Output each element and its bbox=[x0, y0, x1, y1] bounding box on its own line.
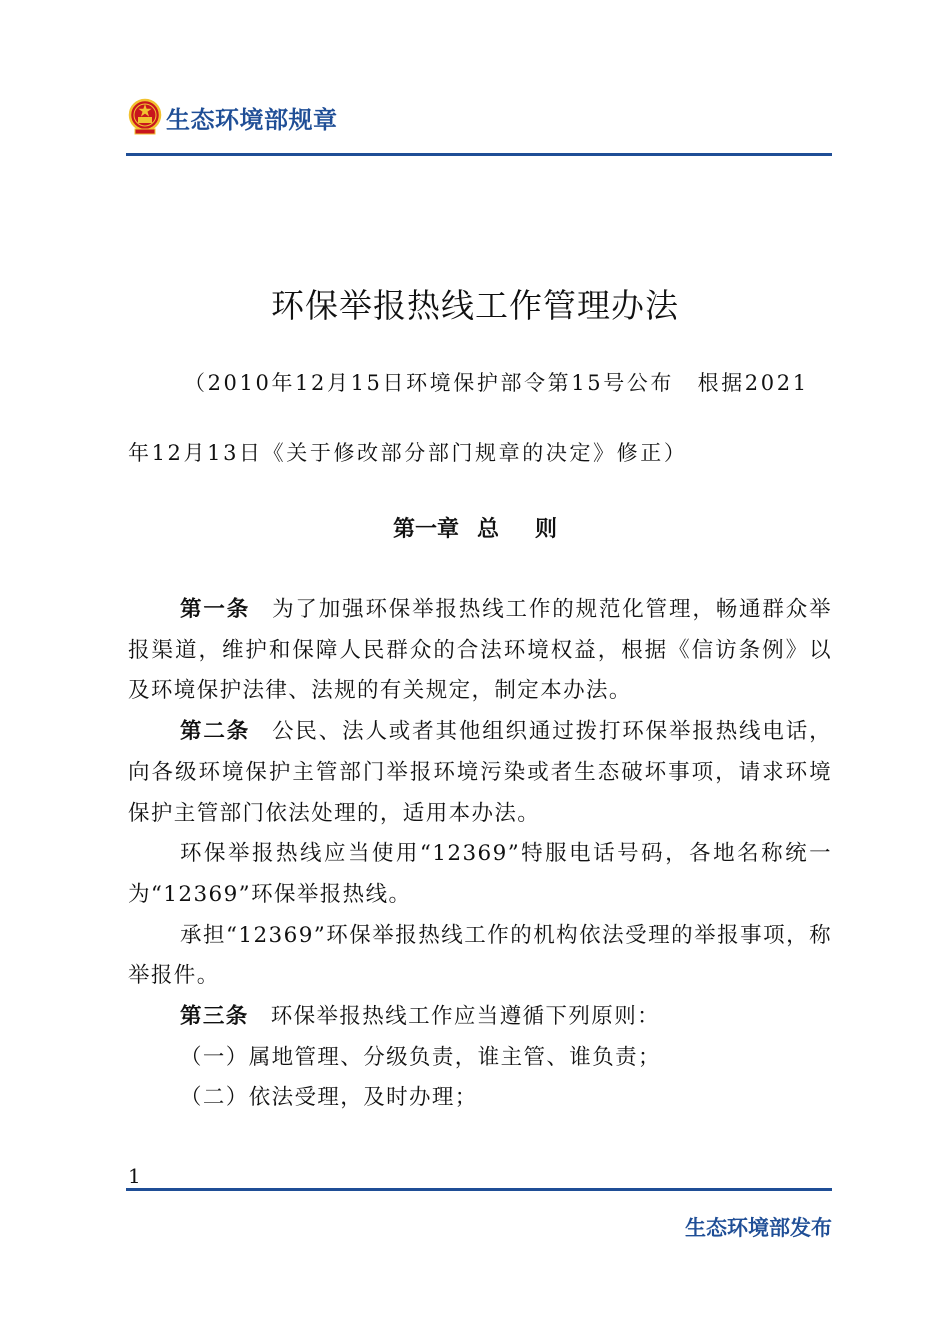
paragraph bbox=[128, 834, 832, 915]
header-divider bbox=[126, 153, 832, 156]
chapter-label: 第一章 bbox=[392, 517, 459, 542]
footer-publisher: 生态环境部发布 bbox=[685, 1216, 832, 1240]
page-header bbox=[128, 98, 338, 136]
paragraph bbox=[128, 997, 832, 1038]
article-number: 第一条 bbox=[180, 597, 251, 622]
page-number: 1 bbox=[128, 1164, 141, 1188]
paragraph bbox=[128, 1078, 832, 1119]
header-title: 生态环境部规章 bbox=[166, 105, 338, 134]
article-number: 第二条 bbox=[180, 719, 251, 745]
paragraph bbox=[128, 1038, 832, 1079]
article-number: 第三条 bbox=[180, 1004, 249, 1030]
chapter-name-first: 总 bbox=[476, 517, 499, 542]
footer-divider bbox=[126, 1188, 832, 1191]
national-emblem-icon bbox=[128, 98, 162, 136]
paragraph bbox=[128, 590, 832, 712]
document-body bbox=[128, 590, 832, 1119]
paragraph-text: 承担“12369”环保举报热线工作的机构依法受理的举报事项，称举报件。 bbox=[128, 922, 832, 989]
paragraph-text: 为了加强环保举报热线工作的规范化管理，畅通群众举报渠道，维护和保障人民群众的合法环境权益，根据《信访条例》以及环境保护法律、法规的有关规定，制定本办法。 bbox=[128, 597, 833, 704]
paragraph-text: 环保举报热线工作应当遵循下列原则： bbox=[270, 1004, 661, 1030]
chapter-heading bbox=[0, 512, 950, 543]
paragraph bbox=[128, 712, 832, 834]
paragraph-text: （二）依法受理，及时办理； bbox=[180, 1085, 478, 1111]
chapter-name-second: 则 bbox=[535, 517, 558, 542]
document-subtitle: （2010年12月15日环境保护部令第15号公布 根据2021年12月13日《关于修改部分部门规章的决定》修正） bbox=[128, 371, 809, 465]
paragraph-text: （一）属地管理、分级负责，谁主管、谁负责； bbox=[180, 1044, 661, 1070]
document-title: 环保举报热线工作管理办法 bbox=[271, 286, 679, 325]
paragraph bbox=[128, 916, 832, 997]
paragraph-text: 环保举报热线应当使用“12369”特服电话号码，各地名称统一为“12369”环保举报热线。 bbox=[128, 841, 832, 907]
paragraph-text: 公民、法人或者其他组织通过拨打环保举报热线电话，向各级环境保护主管部门举报环境污染或者生态破坏事项，请求环境保护主管部门依法处理的，适用本办法。 bbox=[128, 719, 833, 826]
